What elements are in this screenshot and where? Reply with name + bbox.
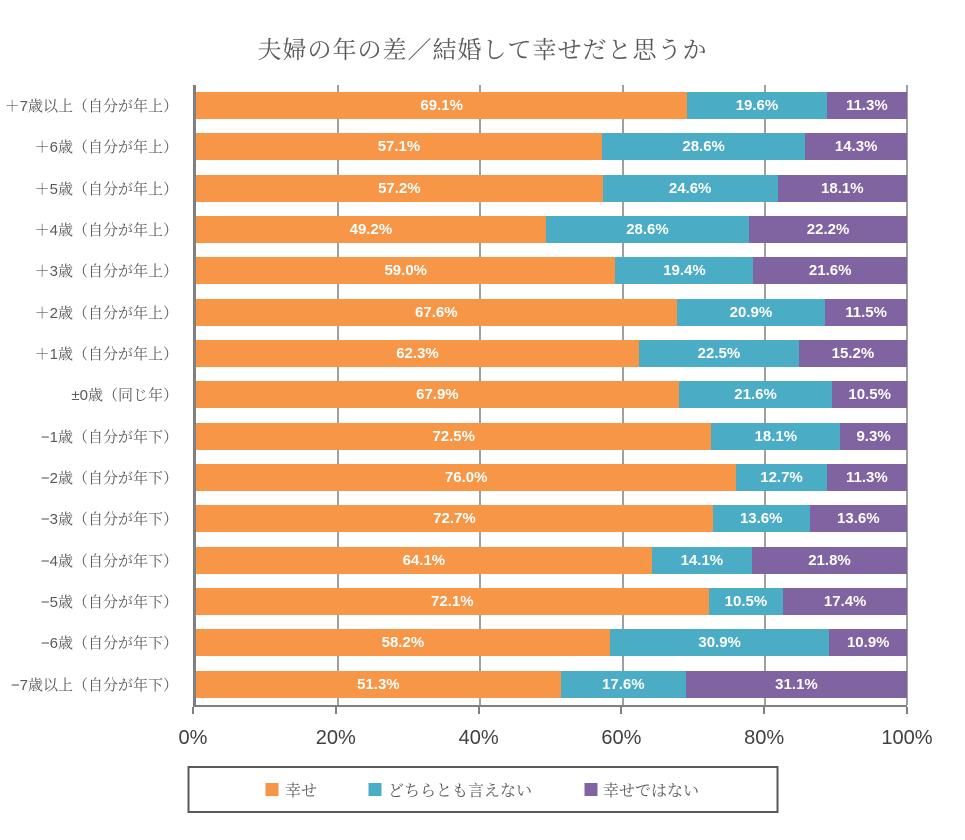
bar-value-label: 12.7% bbox=[760, 469, 803, 487]
bar-segment-2 bbox=[711, 423, 840, 450]
bar-segment-1 bbox=[196, 175, 603, 202]
bar-segment-2 bbox=[652, 547, 752, 574]
legend-label: どちらとも言えない bbox=[387, 783, 532, 800]
x-axis-tick bbox=[906, 707, 908, 714]
category-label: ＋6歳（自分が年上） bbox=[34, 139, 178, 157]
x-tick-label: 60% bbox=[601, 727, 642, 749]
bar-track bbox=[196, 588, 907, 615]
bar-value-label: 57.2% bbox=[378, 179, 421, 197]
legend-swatch bbox=[266, 783, 279, 796]
y-axis-labels bbox=[0, 85, 186, 705]
legend-label: 幸せではない bbox=[603, 783, 700, 800]
bar-value-label: 19.4% bbox=[663, 262, 706, 280]
bar-segment-3 bbox=[805, 133, 907, 160]
bar-segment-3 bbox=[799, 340, 907, 367]
bar-segment-3 bbox=[827, 92, 907, 119]
bar-value-label: 67.9% bbox=[416, 386, 459, 404]
bar-value-label: 72.5% bbox=[432, 427, 475, 445]
bar-segment-2 bbox=[713, 505, 810, 532]
bar-value-label: 18.1% bbox=[754, 427, 798, 445]
category-label: −3歳（自分が年下） bbox=[40, 511, 178, 529]
bar-segment-3 bbox=[686, 671, 907, 698]
bar-segment-2 bbox=[677, 299, 826, 326]
bar-row bbox=[196, 540, 907, 581]
bar-value-label: 72.1% bbox=[431, 593, 474, 611]
bar-row bbox=[196, 664, 907, 705]
bar-segment-1 bbox=[196, 216, 546, 243]
bar-segment-1 bbox=[196, 340, 639, 367]
bar-segment-1 bbox=[196, 464, 736, 491]
bar-value-label: 15.2% bbox=[831, 345, 875, 363]
x-tick-label: 80% bbox=[744, 727, 785, 749]
bar-row bbox=[196, 622, 907, 663]
bar-value-label: 14.3% bbox=[834, 138, 878, 156]
bar-value-label: 19.6% bbox=[735, 97, 779, 115]
bar-segment-2 bbox=[561, 671, 686, 698]
x-tick-label: 0% bbox=[178, 727, 208, 749]
bar-segment-1 bbox=[196, 588, 709, 615]
bar-segment-3 bbox=[840, 423, 907, 450]
bar-value-label: 13.6% bbox=[739, 510, 783, 528]
bar-track bbox=[196, 629, 907, 656]
bar-segment-3 bbox=[749, 216, 907, 243]
bar-value-label: 21.8% bbox=[808, 551, 851, 569]
bar-segment-1 bbox=[196, 92, 687, 119]
bar-segment-3 bbox=[825, 299, 907, 326]
legend-swatch bbox=[584, 783, 597, 796]
bar-value-label: 10.5% bbox=[848, 386, 891, 404]
bar-segment-3 bbox=[753, 257, 907, 284]
bar-segment-2 bbox=[602, 133, 805, 160]
category-label: −2歳（自分が年下） bbox=[40, 470, 178, 488]
category-label: −5歳（自分が年下） bbox=[40, 594, 178, 612]
x-tick-label: 20% bbox=[315, 727, 356, 749]
bar-row bbox=[196, 333, 907, 374]
bar-track bbox=[196, 547, 907, 574]
bar-row bbox=[196, 374, 907, 415]
bar-row bbox=[196, 250, 907, 291]
bar-value-label: 13.6% bbox=[837, 510, 880, 528]
category-label: ＋4歳（自分が年上） bbox=[34, 222, 178, 240]
bar-track bbox=[196, 92, 907, 119]
bar-segment-2 bbox=[709, 588, 784, 615]
bar-segment-2 bbox=[546, 216, 749, 243]
bar-value-label: 49.2% bbox=[349, 221, 393, 239]
bar-segment-1 bbox=[196, 505, 713, 532]
bar-value-label: 11.5% bbox=[845, 303, 887, 321]
bar-segment-3 bbox=[829, 629, 907, 656]
bar-value-label: 10.9% bbox=[846, 634, 890, 652]
legend bbox=[187, 766, 778, 813]
bar-segment-3 bbox=[827, 464, 907, 491]
bar-value-label: 9.3% bbox=[856, 427, 891, 445]
bar-value-label: 62.3% bbox=[396, 345, 439, 363]
category-label: −1歳（自分が年下） bbox=[40, 428, 178, 446]
bar-value-label: 67.6% bbox=[415, 303, 458, 321]
bar-segment-1 bbox=[196, 671, 561, 698]
bar-row bbox=[196, 168, 907, 209]
bar-segment-2 bbox=[610, 629, 830, 656]
bar-value-label: 14.1% bbox=[680, 551, 724, 569]
x-axis-tick bbox=[192, 707, 194, 714]
bar-segment-1 bbox=[196, 299, 677, 326]
bar-track bbox=[196, 423, 907, 450]
bar-track bbox=[196, 464, 907, 491]
bar-value-label: 64.1% bbox=[402, 551, 446, 569]
category-label: −4歳（自分が年下） bbox=[40, 552, 178, 570]
legend-item bbox=[266, 778, 317, 801]
bar-segment-1 bbox=[196, 629, 610, 656]
bar-track bbox=[196, 216, 907, 243]
legend-item bbox=[584, 778, 699, 801]
bar-track bbox=[196, 381, 907, 408]
bar-segment-1 bbox=[196, 133, 602, 160]
bar-track bbox=[196, 257, 907, 284]
bar-value-label: 69.1% bbox=[420, 97, 463, 115]
bar-value-label: 22.2% bbox=[806, 221, 850, 239]
bar-value-label: 28.6% bbox=[682, 138, 725, 156]
bar-value-label: 31.1% bbox=[775, 675, 818, 693]
bar-segment-2 bbox=[615, 257, 753, 284]
legend-swatch bbox=[369, 783, 382, 796]
x-axis-tick bbox=[478, 707, 480, 714]
x-tick-label: 100% bbox=[881, 727, 933, 749]
bar-row bbox=[196, 581, 907, 622]
category-label: −6歳（自分が年下） bbox=[40, 635, 178, 653]
category-label: ＋1歳（自分が年上） bbox=[34, 346, 178, 364]
bar-row bbox=[196, 416, 907, 457]
x-axis-tick bbox=[335, 707, 337, 714]
bar-row bbox=[196, 292, 907, 333]
bar-value-label: 17.6% bbox=[602, 675, 645, 693]
category-label: ＋3歳（自分が年上） bbox=[34, 263, 178, 281]
x-axis bbox=[178, 705, 933, 755]
plot-area bbox=[193, 85, 907, 705]
bar-value-label: 18.1% bbox=[821, 179, 864, 197]
category-label: ＋7歳以上（自分が年上） bbox=[4, 98, 178, 116]
bar-value-label: 11.3% bbox=[845, 469, 888, 487]
bar-segment-2 bbox=[679, 381, 833, 408]
bar-segment-1 bbox=[196, 257, 615, 284]
legend-item bbox=[369, 778, 532, 801]
bar-value-label: 21.6% bbox=[808, 262, 852, 280]
bar-row bbox=[196, 457, 907, 498]
bar-segment-3 bbox=[810, 505, 907, 532]
legend-label: 幸せ bbox=[284, 783, 317, 800]
bar-value-label: 30.9% bbox=[698, 634, 741, 652]
bar-row bbox=[196, 85, 907, 126]
bar-value-label: 21.6% bbox=[734, 386, 777, 404]
bar-value-label: 20.9% bbox=[729, 303, 773, 321]
bar-value-label: 28.6% bbox=[626, 221, 669, 239]
bar-row bbox=[196, 126, 907, 167]
bar-segment-3 bbox=[832, 381, 907, 408]
bar-track bbox=[196, 505, 907, 532]
x-axis-tick bbox=[620, 707, 622, 714]
bar-segment-3 bbox=[778, 175, 907, 202]
x-axis-tick bbox=[763, 707, 765, 714]
bar-segment-1 bbox=[196, 381, 679, 408]
bar-value-label: 24.6% bbox=[668, 179, 712, 197]
x-tick-label: 40% bbox=[458, 727, 499, 749]
bar-segment-2 bbox=[603, 175, 778, 202]
bar-track bbox=[196, 133, 907, 160]
bar-segment-2 bbox=[687, 92, 826, 119]
bar-value-label: 72.7% bbox=[433, 510, 476, 528]
bar-value-label: 17.4% bbox=[823, 593, 867, 611]
bar-row bbox=[196, 209, 907, 250]
bar-value-label: 11.3% bbox=[845, 97, 888, 115]
bar-value-label: 51.3% bbox=[357, 675, 400, 693]
bar-value-label: 10.5% bbox=[724, 593, 768, 611]
category-label: ±0歳（同じ年） bbox=[71, 387, 178, 405]
bar-track bbox=[196, 340, 907, 367]
bar-segment-1 bbox=[196, 547, 652, 574]
bar-value-label: 58.2% bbox=[381, 634, 425, 652]
category-label: ＋5歳（自分が年上） bbox=[34, 180, 178, 198]
bar-track bbox=[196, 671, 907, 698]
bar-segment-3 bbox=[783, 588, 907, 615]
category-label: −7歳以上（自分が年下） bbox=[10, 676, 178, 694]
bar-value-label: 59.0% bbox=[384, 262, 428, 280]
chart-title: 夫婦の年の差／結婚して幸せだと思うか bbox=[257, 37, 708, 64]
bar-rows bbox=[196, 85, 907, 705]
bar-segment-2 bbox=[736, 464, 826, 491]
category-label: ＋2歳（自分が年上） bbox=[34, 304, 178, 322]
bar-segment-3 bbox=[752, 547, 907, 574]
bar-segment-1 bbox=[196, 423, 711, 450]
bar-track bbox=[196, 299, 907, 326]
bar-row bbox=[196, 498, 907, 539]
bar-track bbox=[196, 175, 907, 202]
bar-value-label: 76.0% bbox=[444, 469, 488, 487]
bar-value-label: 22.5% bbox=[697, 345, 741, 363]
bar-segment-2 bbox=[639, 340, 799, 367]
bar-value-label: 57.1% bbox=[377, 138, 421, 156]
